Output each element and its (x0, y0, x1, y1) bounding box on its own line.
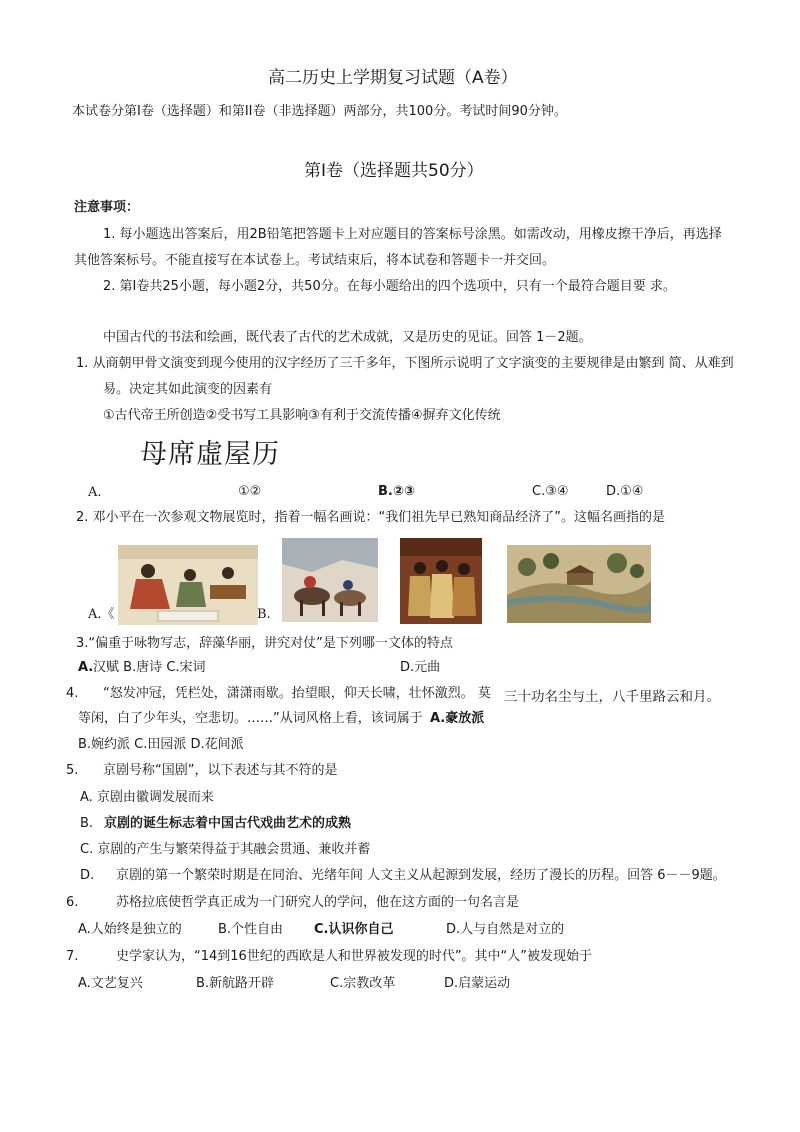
q1-option-c: C.③④ (532, 484, 569, 499)
q7-option-d: D.启蒙运动 (444, 976, 511, 991)
q1-factors: ①古代帝王所创造②受书写工具影响③有利于交流传播④摒弃文化传统 (103, 408, 501, 423)
q1-line-2: 易。决定其如此演变的因素有 (103, 382, 273, 397)
q4-number: 4. (66, 686, 79, 701)
q7-number: 7. (66, 949, 79, 964)
q6-number: 6. (66, 895, 79, 910)
q5-option-b-letter: B. (80, 816, 94, 831)
notice-heading: 注意事项： (74, 200, 140, 215)
q4-option-a: A.豪放派 (430, 711, 485, 726)
q2-painting-b (282, 538, 378, 622)
q4-line-1-right: 三十功名尘与土，八千里路云和月。 (504, 689, 720, 705)
q7-option-a: A.文艺复兴 (78, 976, 143, 991)
q4-line-1: “怒发冲冠，凭栏处，潇潇雨歇。抬望眼，仰天长啸，壮怀激烈。 莫 (103, 686, 491, 701)
q7-option-c: C.宗教改革 (330, 976, 396, 991)
q1-option-a: ①② (238, 484, 262, 499)
q5-number: 5. (66, 763, 79, 778)
q6-option-d: D.人与自然是对立的 (446, 922, 565, 937)
q1-character-evolution: 母席虛屋历 (140, 439, 280, 470)
q3-option-d: D.元曲 (400, 660, 441, 675)
q6-stem: 苏格拉底使哲学真正成为一门研究人的学问，他在这方面的一句名言是 (116, 895, 520, 910)
q5-option-b: 京剧的诞生标志着中国古代戏曲艺术的成熟 (104, 816, 352, 831)
exam-title: 高二历史上学期复习试题（A卷） (268, 68, 518, 88)
q1-option-b: B.②③ (378, 484, 415, 499)
q5-stem: 京剧号称“国剧”，以下表述与其不符的是 (103, 763, 338, 778)
q2-painting-a (118, 545, 258, 625)
q5-option-a: A. 京剧由徽调发展而来 (80, 790, 214, 805)
q6-option-b: B.个性自由 (218, 922, 284, 937)
q6-option-a: A.人始终是独立的 (78, 922, 182, 937)
q1-option-d: D.①④ (606, 484, 644, 499)
q2-label-a: A.《 (88, 607, 115, 622)
part1-heading: 第I卷（选择题共50分） (304, 161, 484, 181)
q5-option-c: C. 京剧的产生与繁荣得益于其融会贯通、兼收并蓄 (80, 842, 371, 857)
q3-options-abc: 汉赋 B.唐诗 C.宋词 (93, 660, 206, 675)
notice-2: 2. 第I卷共25小题，每小题2分，共50分。在每小题给出的四个选项中，只有一个最符合题目要 求。 (103, 279, 676, 294)
q5-option-d-letter: D. (80, 868, 95, 883)
q2-label-b: B. (257, 607, 271, 622)
q4-options-bcd: B.婉约派 C.田园派 D.花间派 (78, 737, 244, 752)
q5-option-d: 京剧的第一个繁荣时期是在同治、光绪年间 人文主义从起源到发展，经历了漫长的历程。回答 6－－9题。 (116, 868, 726, 883)
q7-stem: 史学家认为，“14到16世纪的西欧是人和世界被发现的时代”。其中“人”被发现始于 (116, 949, 593, 964)
q1-line-1: 1. 从商朝甲骨文演变到现今使用的汉字经历了三千多年，下图所示说明了文字演变的主要规律是由繁到 简、从难到 (76, 356, 734, 371)
q7-option-b: B.新航路开辟 (196, 976, 275, 991)
notice-1-line-1: 1. 每小题选出答案后，用2B铅笔把答题卡上对应题目的答案标号涂黑。如需改动，用橡皮擦干净后，再选择 (103, 227, 722, 242)
q1-option-a-letter: A. (88, 485, 102, 500)
q4-line-2: 等闲，白了少年头，空悲切。……”从词风格上看，该词属于 (78, 711, 423, 726)
q6-option-c: C.认识你自己 (314, 922, 394, 937)
exam-intro: 本试卷分第I卷（选择题）和第II卷（非选择题）两部分，共100分。考试时间90分钟。 (72, 104, 567, 119)
q3-stem: 3.“偏重于咏物写志，辞藻华丽，讲究对仗”是下列哪一文体的特点 (76, 636, 453, 651)
notice-1-line-2: 其他答案标号。不能直接写在本试卷上。考试结束后，将本试卷和答题卡一并交回。 (74, 253, 556, 268)
lead-1-2: 中国古代的书法和绘画，既代表了古代的艺术成就，又是历史的见证。回答 1－2题。 (103, 330, 592, 345)
q3-option-a: A. (78, 660, 94, 675)
q2-painting-c (400, 538, 482, 624)
q2-painting-d (507, 545, 651, 623)
q2-stem: 2. 邓小平在一次参观文物展览时，指着一幅名画说：“我们祖先早已熟知商品经济了”。这幅名画指的是 (76, 510, 666, 525)
